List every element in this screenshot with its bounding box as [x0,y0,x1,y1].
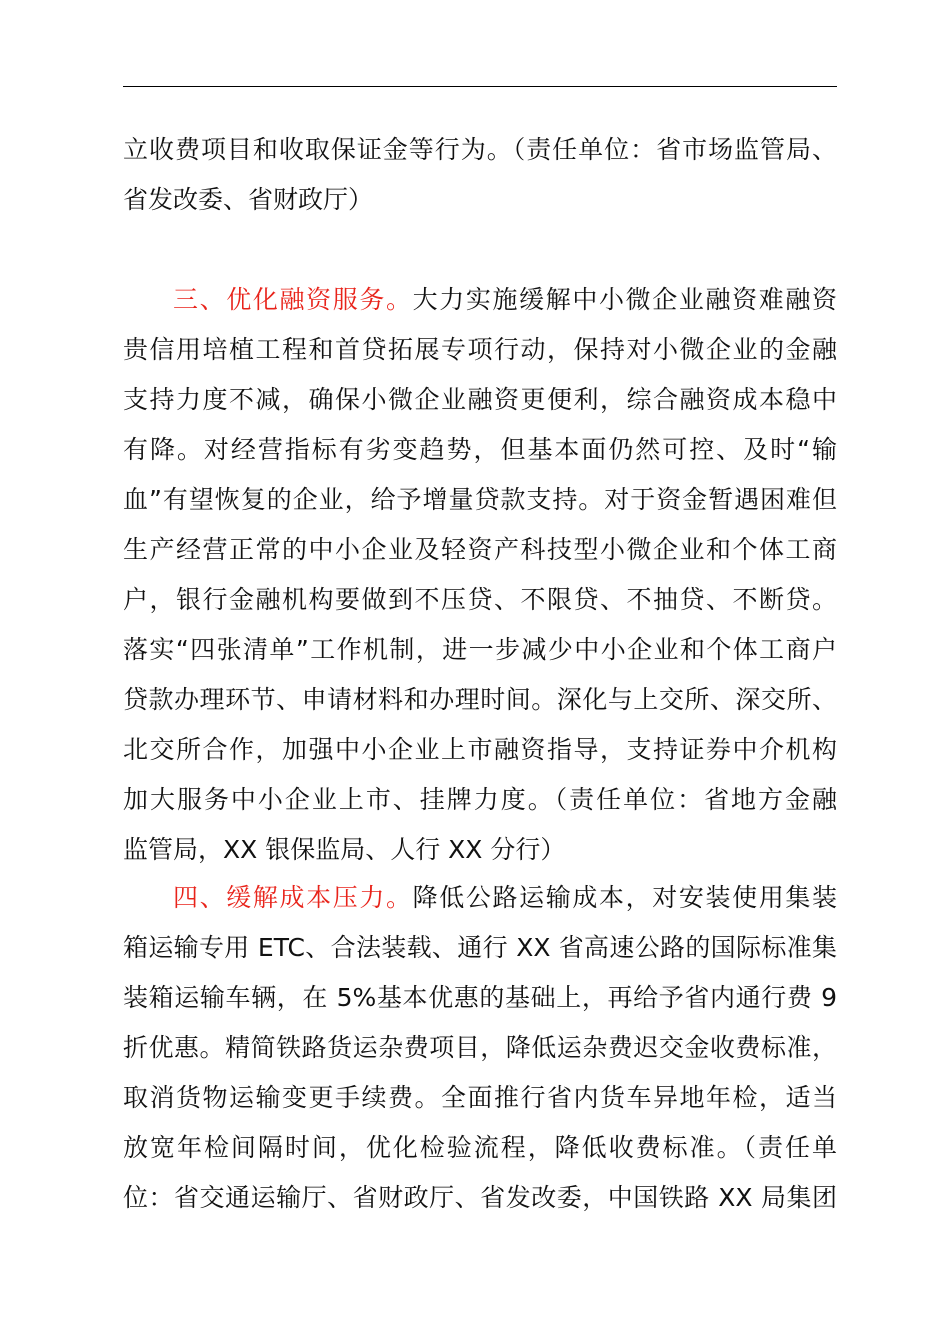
paragraph-line: 生产经营正常的中小企业及轻资产科技型小微企业和个体工商 [123,535,837,564]
paragraph-line: 贷款办理环节、申请材料和办理时间。深化与上交所、深交所、 [123,685,837,714]
section-3-first-line-text: 大力实施缓解中小微企业融资难融资 [412,285,837,314]
section-4-heading: 四、缓解成本压力。 [173,883,413,912]
paragraph-line: 贵信用培植工程和首贷拓展专项行动，保持对小微企业的金融 [123,335,837,364]
paragraph-line: 监管局，XX 银保监局、人行 XX 分行） [123,835,566,864]
paragraph-line: 省发改委、省财政厅） [123,185,374,214]
section-4-first-line-text: 降低公路运输成本，对安装使用集装 [412,883,837,912]
section-3-heading: 三、优化融资服务。 [173,285,413,314]
paragraph-line: 位：省交通运输厅、省财政厅、省发改委，中国铁路 XX 局集团 [123,1183,837,1212]
paragraph-line: 折优惠。精简铁路货运杂费项目，降低运杂费迟交金收费标准， [123,1033,837,1062]
paragraph-line: 加大服务中小企业上市、挂牌力度。（责任单位：省地方金融 [123,785,837,814]
paragraph-line: 箱运输专用 ETC、合法装载、通行 XX 省高速公路的国际标准集 [123,933,837,962]
paragraph-line: 取消货物运输变更手续费。全面推行省内货车异地年检，适当 [123,1083,837,1112]
section-3-first-line [173,280,837,320]
paragraph-line: 有降。对经营指标有劣变趋势，但基本面仍然可控、及时“输 [123,435,837,464]
paragraph-line: 放宽年检间隔时间，优化检验流程，降低收费标准。（责任单 [123,1133,837,1162]
paragraph-line: 装箱运输车辆，在 5%基本优惠的基础上，再给予省内通行费 9 [123,983,837,1012]
paragraph-line: 支持力度不减，确保小微企业融资更便利，综合融资成本稳中 [123,385,837,414]
paragraph-line: 北交所合作，加强中小企业上市融资指导，支持证券中介机构 [123,735,837,764]
section-4-first-line [173,878,837,918]
paragraph-line: 落实“四张清单”工作机制，进一步减少中小企业和个体工商户 [123,635,837,664]
paragraph-line: 血”有望恢复的企业，给予增量贷款支持。对于资金暂遇困难但 [123,485,837,514]
paragraph-line: 立收费项目和收取保证金等行为。（责任单位：省市场监管局、 [123,135,837,164]
paragraph-line: 户，银行金融机构要做到不压贷、不限贷、不抽贷、不断贷。 [123,585,837,614]
header-rule [123,86,837,87]
